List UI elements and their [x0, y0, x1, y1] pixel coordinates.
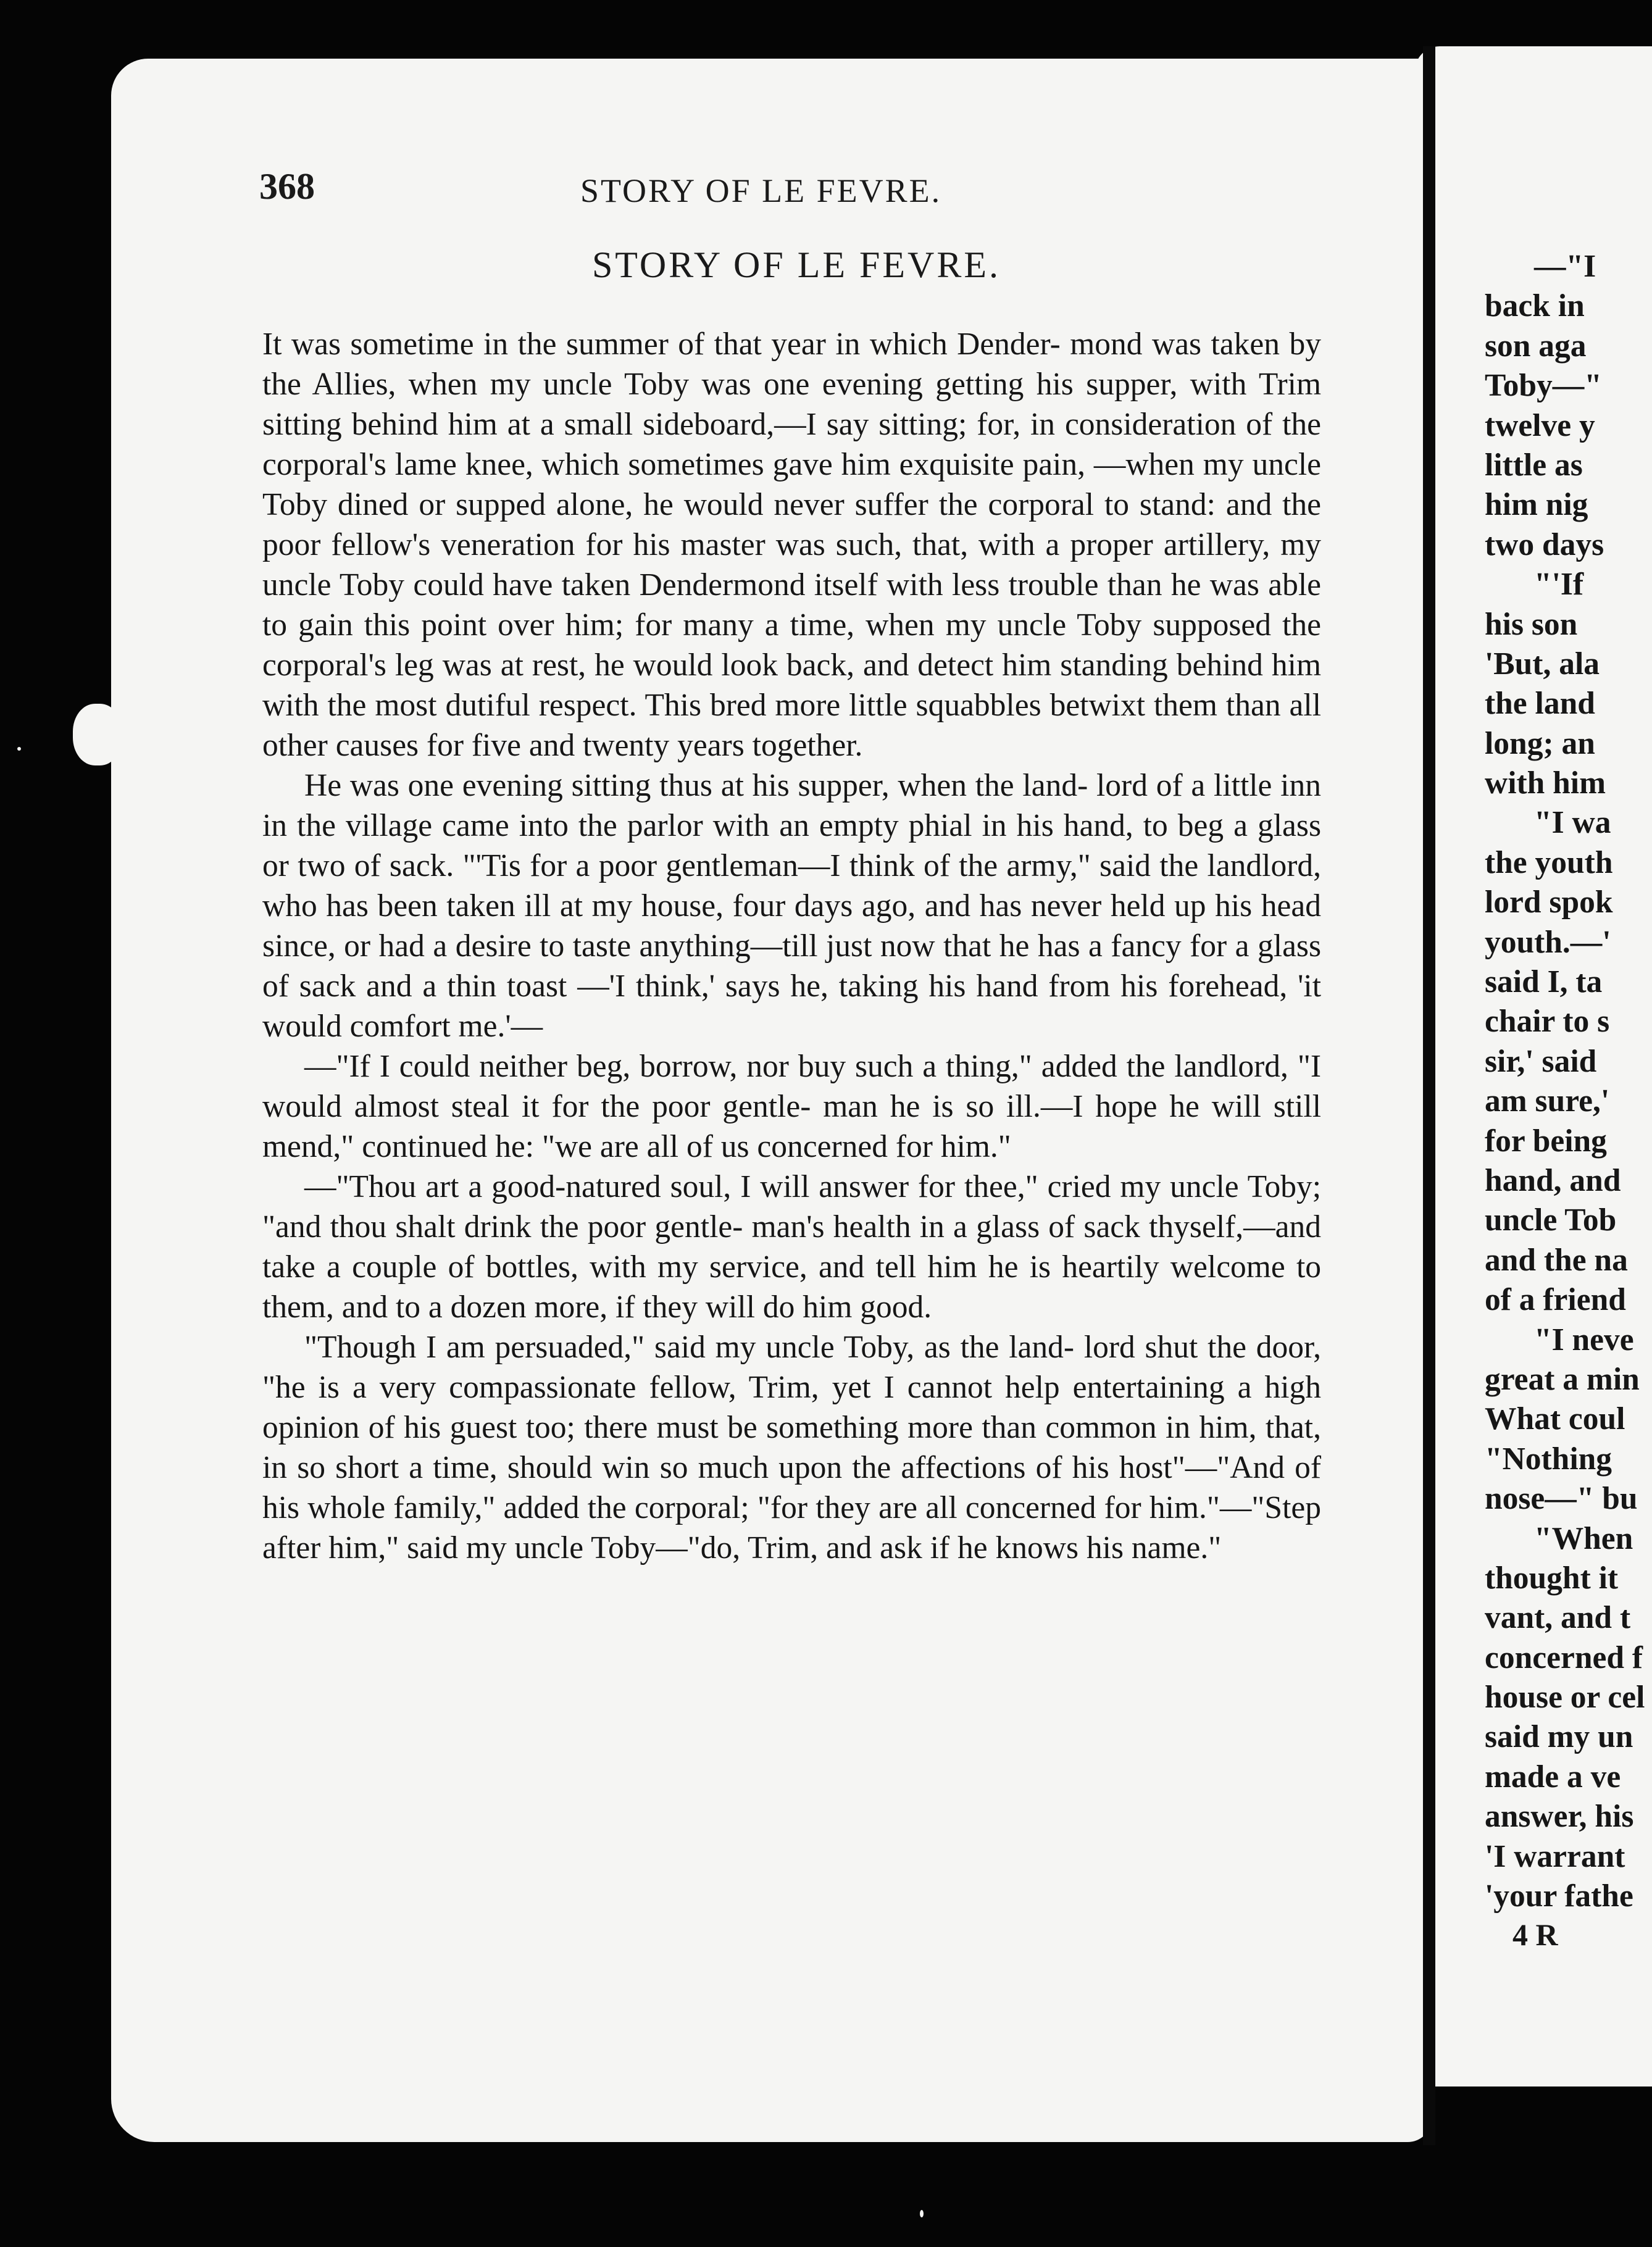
text-line: who has been taken ill at my house, four days ago, and has never — [262, 888, 1102, 923]
text-line: mond was taken by the Allies, when my uncle Toby was one — [262, 327, 1321, 402]
text-line: chair to s — [1485, 1004, 1610, 1040]
text-line: lord spok — [1485, 885, 1613, 920]
text-line: son aga — [1485, 328, 1587, 364]
text-line: made a ve — [1485, 1759, 1621, 1795]
paragraph — [262, 324, 1321, 765]
text-line: his son — [1485, 606, 1578, 642]
text-line: they are all concerned for him."—"Step after him," said my — [262, 1490, 1321, 1565]
paragraph — [262, 765, 1321, 1046]
text-line: the youth — [1485, 844, 1613, 880]
paragraph — [262, 1167, 1321, 1327]
text-line: said I, ta — [1485, 964, 1603, 1000]
text-line: could have taken Dendermond itself with less trouble than he — [413, 567, 1201, 602]
text-line: —when my uncle Toby dined or supped alone, he would never — [262, 447, 1321, 522]
text-line: lord of a little inn in the village came into the parlor with an — [262, 768, 1321, 843]
text-line: am sure,' — [1485, 1083, 1610, 1119]
text-line: just now that he has a fancy for a glass of sack and a thin toast — [262, 928, 1322, 1004]
page-header — [259, 165, 1333, 215]
text-line: 'But, ala — [1485, 646, 1600, 682]
text-line: vant, and t — [1485, 1600, 1631, 1636]
paper-speck — [920, 2210, 924, 2217]
text-line: —"I — [1534, 249, 1596, 284]
text-line: empty phial in his hand, to beg a glass or two of sack. "'Tis — [262, 808, 1322, 883]
text-line: cried my uncle Toby; "and thou shalt drink the poor gentle- — [262, 1169, 1322, 1244]
page-gutter — [1423, 46, 1435, 2145]
paragraph — [262, 1046, 1321, 1167]
text-line: thought it — [1485, 1560, 1619, 1596]
text-line: said my un — [1485, 1719, 1633, 1755]
text-line: man's health in a glass of sack thyself,—and take a couple of — [262, 1209, 1322, 1285]
text-line: his master was such, that, with a proper artillery, my uncle Toby — [262, 527, 1322, 602]
chapter-title: STORY OF LE FEVRE. — [591, 244, 1001, 285]
text-line: great a min — [1485, 1361, 1640, 1397]
page-number: 368 — [259, 166, 315, 207]
text-line: short a time, should win so much upon the affections of his — [335, 1450, 1109, 1485]
text-line: uncle Toby—"do, Trim, and ask if he knows his name." — [514, 1530, 1222, 1565]
text-line: than all other causes for five and twenty years together. — [262, 688, 1322, 763]
text-line: "Nothing — [1485, 1441, 1612, 1477]
text-line: answer, his — [1485, 1799, 1634, 1835]
text-line: was able to gain this point over him; for many a time, when — [262, 567, 1321, 643]
paper-tab — [73, 704, 122, 765]
text-line: added the landlord, "I would almost steal it for the poor gentle- — [262, 1049, 1321, 1124]
text-line: suffer the corporal to stand: and the poor fellow's veneration for — [262, 487, 1322, 562]
text-line: man he is so ill.—I hope he will still mend," continued he: — [262, 1089, 1322, 1164]
text-line: "we are all of us concerned for him." — [541, 1129, 1011, 1164]
text-line: of a friend — [1485, 1282, 1626, 1318]
text-line: there must be something more than common in him, that, in so — [262, 1410, 1321, 1485]
paper-speck — [17, 747, 21, 751]
text-line: held up his head since, or had a desire to taste anything—till — [262, 888, 1322, 964]
right-page-text — [1485, 247, 1652, 1916]
text-line: lord shut the door, "he is a very compassionate fellow, Trim, — [262, 1330, 1321, 1405]
text-line: Toby—" — [1485, 368, 1602, 404]
text-line: host"—"And of his whole family," added the corporal; "for — [262, 1450, 1322, 1525]
text-line: him nig — [1485, 487, 1588, 523]
text-line: dutiful respect. This bred more little squabbles betwixt them — [445, 688, 1217, 723]
text-line: look back, and detect him standing behind him with the most — [262, 648, 1321, 723]
text-line: with him — [1485, 765, 1606, 801]
text-line: What coul — [1485, 1401, 1625, 1437]
signature-mark: 4 R — [1512, 1917, 1558, 1952]
text-line: sir,' said — [1485, 1043, 1597, 1079]
text-line: little as — [1485, 447, 1583, 483]
text-line: would comfort me.'— — [262, 1009, 543, 1044]
text-line: evening getting his supper, with Trim sitting behind him at a — [262, 367, 1321, 442]
body-text — [262, 324, 1321, 1568]
text-line: —"If I could neither beg, borrow, nor buy such a thing," — [304, 1049, 1032, 1084]
text-line: the land — [1485, 686, 1595, 722]
text-line: long; an — [1485, 725, 1595, 761]
text-line: uncle Tob — [1485, 1203, 1617, 1238]
text-line: It was sometime in the summer of that year in which Dender- — [262, 327, 1061, 362]
text-line: and the na — [1485, 1242, 1628, 1278]
text-line: house or cel — [1485, 1680, 1645, 1715]
text-line: "I wa — [1534, 805, 1611, 841]
text-line: "I neve — [1534, 1322, 1634, 1357]
paragraph — [262, 1327, 1321, 1568]
text-line: "Though I am persuaded," said my uncle Toby, as the land- — [304, 1330, 1075, 1365]
text-line: nose—" bu — [1485, 1481, 1638, 1517]
text-line: concerned f — [1485, 1640, 1643, 1675]
text-line: hand, and — [1485, 1162, 1621, 1198]
text-line: two days — [1485, 527, 1604, 562]
text-line: small sideboard,—I say sitting; for, in consideration of the — [564, 407, 1322, 442]
text-line: 'your fathe — [1485, 1878, 1633, 1914]
text-line: He was one evening sitting thus at his supper, when the land- — [304, 768, 1088, 803]
text-line: for a poor gentleman—I think of the army," said the landlord, — [530, 848, 1322, 883]
text-line: corporal's lame knee, which sometimes gave him exquisite pain, — [262, 447, 1085, 482]
text-line: —'I think,' says he, taking his hand from his forehead, 'it — [577, 969, 1321, 1004]
text-line: for being — [1485, 1123, 1607, 1159]
text-line: "'If — [1534, 567, 1584, 602]
text-line: back in — [1485, 288, 1585, 324]
text-line: bottles, with my service, and tell him he is heartily welcome to — [485, 1249, 1322, 1285]
text-line: them, and to a dozen more, if they will do him good. — [262, 1290, 932, 1325]
text-line: youth.—' — [1485, 924, 1611, 960]
text-line: —"Thou art a good-natured soul, I will answer for thee," — [304, 1169, 1038, 1204]
text-line: twelve y — [1485, 407, 1595, 443]
text-line: my uncle Toby supposed the corporal's leg was at rest, he would — [262, 607, 1322, 683]
text-line: "When — [1534, 1520, 1633, 1556]
text-line: 'I warrant — [1485, 1838, 1625, 1874]
running-title: STORY OF LE FEVRE. — [580, 172, 942, 209]
text-line: yet I cannot help entertaining a high opinion of his guest too; — [262, 1370, 1322, 1445]
